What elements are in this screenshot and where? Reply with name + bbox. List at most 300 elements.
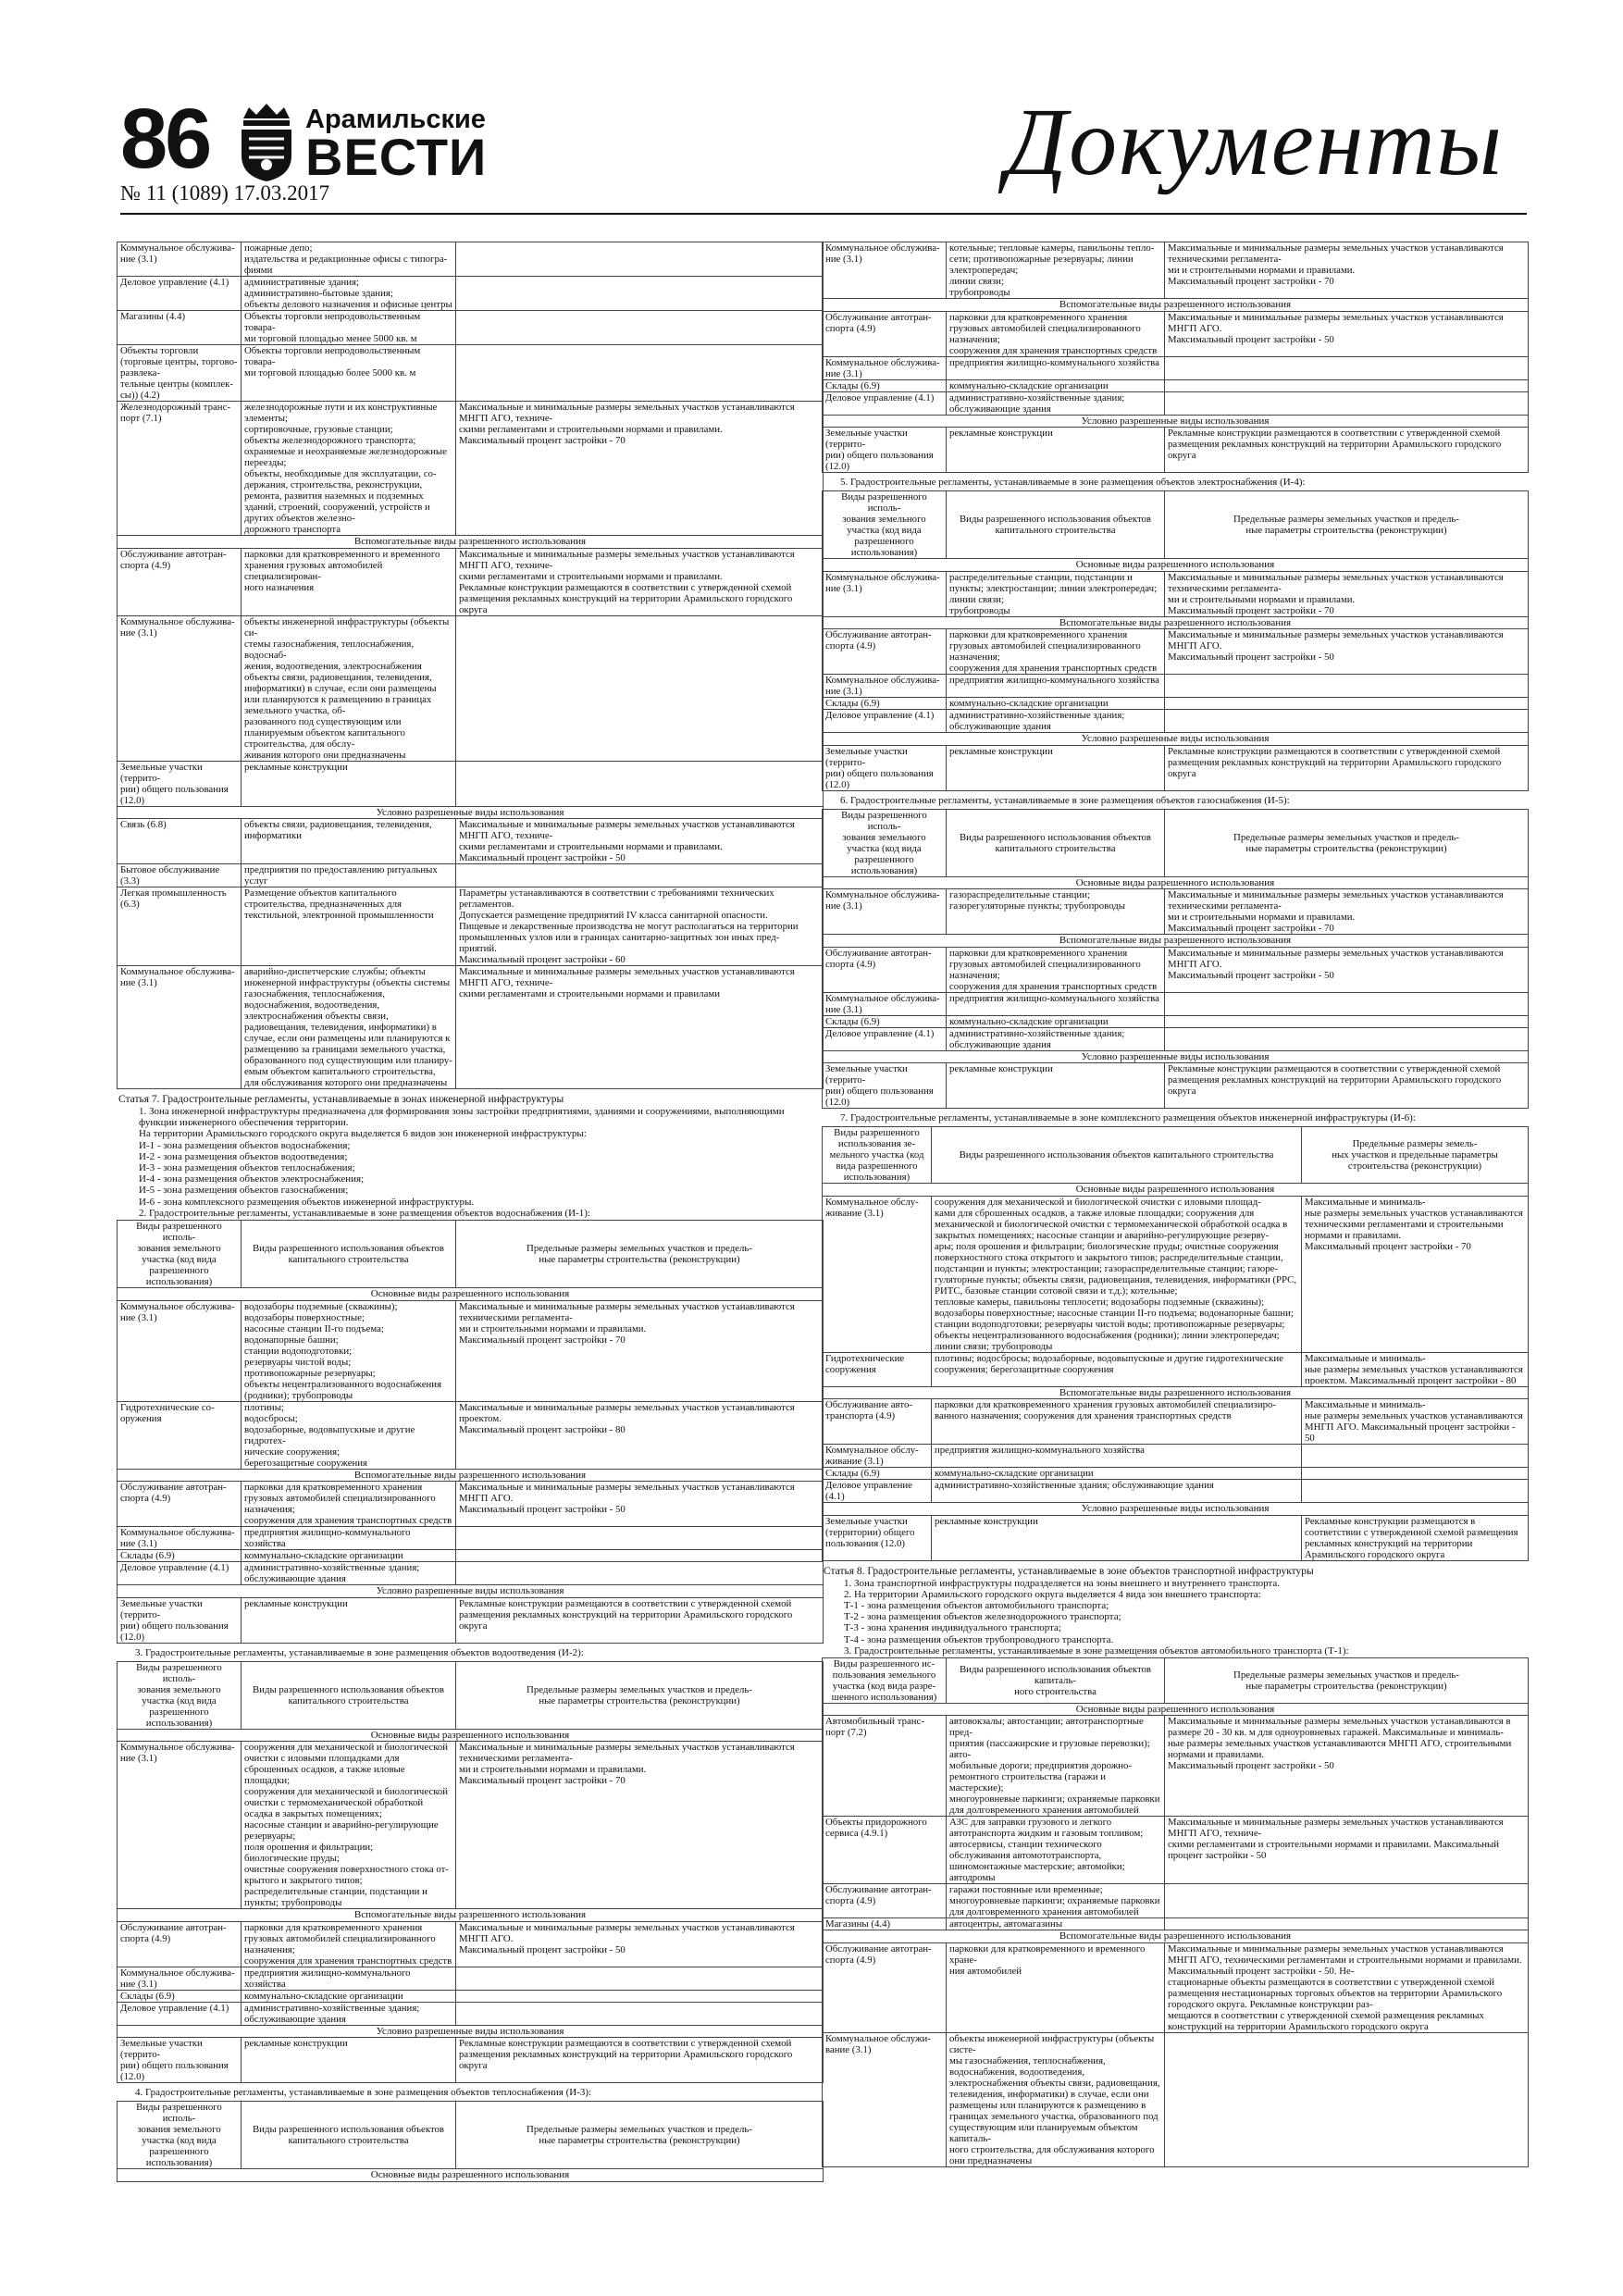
table-row	[118, 1562, 824, 1585]
masthead	[120, 89, 1527, 215]
table-header-row	[823, 809, 1529, 876]
cell-construction-use: водозаборы подземные (скважины); водозаборы поверхностные; насосные станции II-го подъема; водонапорные башни; станции водоподготовки; резервуары чистой воды; противопожарные резервуары; объекты нецентрализованного водоснабжения (родники); трубопроводы	[242, 1300, 456, 1401]
table-row	[823, 629, 1529, 675]
cell-construction-use: Объекты торговли непродовольственным товара- ми торговой площадью более 5000 кв. м	[242, 345, 456, 402]
section-row	[823, 1184, 1529, 1197]
section-title: Документы	[1005, 89, 1504, 195]
article-paragraph: 2. Градостроительные регламенты, устанавливаемые в зоне размещения объектов водоснабжения (И-1):	[139, 1207, 590, 1219]
table-header-row	[118, 1221, 824, 1288]
cell-parameters: Максимальные и минимальные размеры земельных участков устанавливаются МНГП АГО. Максимальный процент застройки - 50	[456, 1921, 824, 1967]
table-row	[118, 311, 824, 345]
cell-parameters	[456, 761, 824, 806]
cell-construction-use: котельные; тепловые камеры, павильоны тепло- сети; противопожарные резервуары; линии электропередач; линии связи; трубопроводы	[947, 242, 1165, 299]
table-row	[823, 571, 1529, 616]
section-label: Вспомогательные виды разрешенного использования	[118, 1469, 824, 1482]
cell-construction-use: сооружения для механической и биологической очистки с иловыми площад- ками для сброшенных осадков, а также иловые площадки; сооружения для механической и биологической очистки с термомеханической обработкой осадка в закрытых помещениях; насосные станции и аварийно-регулирующие резерву- ары; поля орошения и фильтрации; биологические пруды; очистные сооружения поверхностного стока открытого и закрытого типов; распределительные станции, подстанции и пункты; электростанции; газораспределительные станции; газоре- гуляторные пункты; объекты связи, радиовещания, телевидения, информатики (РРС, РИТС, базовые станции сотовой связи и т.д.); котельные; тепловые камеры, павильоны теплосети; водозаборы подземные (скважины); водозаборы поверхностные; насосные станции II-го подъема; водонапорные башни; станции водоподготовки; резервуары чистой воды; противопожарные резервуары; объекты нецентрализованного водоснабжения (родники); линии электропередач; линии связи; трубопроводы	[932, 1196, 1302, 1352]
cell-parameters	[456, 242, 824, 277]
column-header: Виды разрешенного исполь- зования земельного участка (код вида разрешенного использования)	[118, 1661, 242, 1729]
cell-parameters	[456, 311, 824, 345]
cell-land-use: Коммунальное обслужи- вание (3.1)	[823, 2032, 947, 2166]
article-title: Статья 7. Градостроительные регламенты, устанавливаемые в зонах инженерной инфраструктуры	[118, 1094, 564, 1105]
cell-land-use: Автомобильный транс- порт (7.2)	[823, 1716, 947, 1817]
table-row	[118, 402, 824, 536]
cell-parameters	[1302, 1480, 1529, 1503]
table-header-row	[823, 1127, 1529, 1184]
section-row	[118, 536, 824, 549]
section-row	[823, 1386, 1529, 1399]
cell-parameters: Максимальные и минимальные размеры земельных участков устанавливаются МНГП АГО. Максимальный процент застройки - 50	[1165, 311, 1529, 356]
section-row	[823, 299, 1529, 312]
table-row	[118, 1585, 824, 1598]
cell-construction-use: Объекты торговли непродовольственным товара- ми торговой площадью менее 5000 кв. м	[242, 311, 456, 345]
cell-land-use: Склады (6.9)	[823, 1468, 932, 1480]
cell-parameters	[1165, 1015, 1529, 1027]
cell-land-use: Коммунальное обслужива- ние (3.1)	[118, 1527, 242, 1550]
cell-construction-use: коммунально-складские организации	[242, 1990, 456, 2002]
cell-land-use: Склады (6.9)	[823, 379, 947, 391]
column-header: Виды разрешенного использования объектов капитального строительства	[242, 1221, 456, 1288]
section-label: Вспомогательные виды разрешенного использования	[823, 1930, 1529, 1943]
article-7	[117, 1092, 824, 1219]
cell-construction-use: парковки для кратковременного и временного хране- ния автомобилей	[947, 1942, 1165, 2032]
section-row	[118, 1729, 824, 1742]
table-row	[823, 311, 1529, 356]
table-row	[118, 1597, 824, 1643]
cell-construction-use: парковки для кратковременного и временного хранения грузовых автомобилей специализирован- ного назначения	[242, 548, 456, 615]
cell-parameters	[456, 345, 824, 402]
table-row	[823, 1015, 1529, 1027]
section-label: Вспомогательные виды разрешенного использования	[823, 935, 1529, 948]
table-row	[823, 379, 1529, 391]
section-label: Условно разрешенные виды использования	[823, 415, 1529, 428]
cell-construction-use: предприятия жилищно-коммунального хозяйства	[947, 356, 1165, 379]
section-label: Основные виды разрешенного использования	[823, 559, 1529, 572]
cell-land-use: Коммунальное обслужива- ние (3.1)	[823, 889, 947, 935]
column-header: Предельные размеры земельных участков и предель- ные параметры строительства (реконструкции)	[1165, 491, 1529, 559]
cell-construction-use: предприятия жилищно-коммунального хозяйства	[947, 992, 1165, 1015]
table-i4	[822, 490, 1529, 791]
cell-parameters	[1165, 2032, 1529, 2166]
column-header: Виды разрешенного исполь- зования земельного участка (код вида разрешенного использования)	[823, 491, 947, 559]
table-row	[118, 1742, 824, 1909]
cell-parameters	[1165, 698, 1529, 710]
cell-parameters	[1302, 1468, 1529, 1480]
cell-construction-use: автовокзалы; автостанции; автотранспортные пред- приятия (пассажирские и грузовые перевозки); авто- мобильные дороги; предприятия дорожно-ремонтного строительства (гаражи и мастерские); многоуровневые паркинги; охраняемые парковки для долговременного хранения автомобилей	[947, 1716, 1165, 1817]
table-row	[823, 1027, 1529, 1050]
cell-parameters: Максимальные и минималь- ные размеры земельных участков устанавливаются проектом. Максимальный процент застройки - 80	[1302, 1352, 1529, 1386]
article-paragraph: 2. На территории Арамильского городского округа выделяется 4 вида зон внешнего транспорта:	[844, 1588, 1261, 1600]
table-row	[823, 1399, 1529, 1445]
cell-parameters: Максимальные и минималь- ные размеры земельных участков устанавливаются МНГП АГО. Максимальный процент застройки - 50	[1302, 1399, 1529, 1445]
cell-construction-use: предприятия жилищно-коммунального хозяйства	[242, 1527, 456, 1550]
cell-construction-use: рекламные конструкции	[947, 1063, 1165, 1109]
article-paragraph: 1. Зона инженерной инфраструктуры предназначена для формирования зоны застройки предприятиями, зданиями и сооружениями, выполняющими функции инженерного обеспечения территории.	[139, 1106, 785, 1129]
table-row	[823, 1352, 1529, 1386]
table-row	[823, 1480, 1529, 1503]
article-paragraph: 3. Градостроительные регламенты, устанавливаемые в зоне размещения объектов автомобильного транспорта (Т-1):	[844, 1644, 1349, 1657]
cell-construction-use: пожарные депо; издательства и редакционные офисы с типогра- фиями	[242, 242, 456, 277]
table-row	[823, 428, 1529, 473]
section-row	[118, 2025, 824, 2038]
section-label: Основные виды разрешенного использования	[118, 2169, 824, 2182]
table-row	[823, 710, 1529, 733]
cell-land-use: Склады (6.9)	[118, 1550, 242, 1562]
cell-construction-use: парковки для кратковременного хранения грузовых автомобилей специализиро- ванного назначения; сооружения для хранения транспортных средств	[932, 1399, 1302, 1445]
column-header: Виды разрешенного использования объектов капитального строительства	[242, 2102, 456, 2169]
cell-construction-use: коммунально-складские организации	[932, 1468, 1302, 1480]
table-header-row	[118, 2102, 824, 2169]
cell-land-use: Обслуживание авто- транспорта (4.9)	[823, 1399, 932, 1445]
section-label: Вспомогательные виды разрешенного использования	[823, 299, 1529, 312]
cell-parameters: Максимальные и минимальные размеры земельных участков устанавливаются МНГП АГО, техниче- скими регламентами и строительными нормами и правилами. Максимальный процент застройки - 50	[456, 819, 824, 864]
section-label: Основные виды разрешенного использования	[823, 876, 1529, 889]
cell-parameters	[1165, 1027, 1529, 1050]
cell-parameters	[456, 864, 824, 887]
cell-land-use: Обслуживание автотран- спорта (4.9)	[823, 311, 947, 356]
table-row	[118, 1550, 824, 1562]
cell-land-use: Обслуживание автотран- спорта (4.9)	[823, 1942, 947, 2032]
cell-parameters: Максимальные и минимальные размеры земельных участков устанавливаются техническими регламента- ми и строительными нормами и правилами. Максимальный процент застройки - 70	[456, 1742, 824, 1909]
cell-parameters	[456, 1550, 824, 1562]
cell-construction-use: объекты инженерной инфраструктуры (объекты си- стемы газоснабжения, теплоснабжения, водоснаб- жения, водоотведения, электроснабжения объекты связи, радиовещания, телевидения, информатики) в случае, если они размещены или планируются к размещению в границах земельного участка, об- разованного под существующим или планируемым объектом капитального строительства, для обслу- живания которого они предназначены	[242, 615, 456, 761]
cell-parameters	[1165, 356, 1529, 379]
cell-construction-use: газораспределительные станции; газорегуляторные пункты; трубопроводы	[947, 889, 1165, 935]
cell-construction-use: коммунально-складские организации	[947, 379, 1165, 391]
column-header: Предельные размеры земельных участков и предель- ные параметры строительства (реконструкции)	[1165, 1657, 1529, 1703]
cell-parameters	[1165, 710, 1529, 733]
cell-land-use: Коммунальное обслужива- ние (3.1)	[823, 242, 947, 299]
table-row	[823, 992, 1529, 1015]
cell-construction-use: коммунально-складские организации	[947, 1015, 1165, 1027]
page-number: 86	[120, 92, 210, 186]
cell-construction-use: коммунально-складские организации	[947, 698, 1165, 710]
article-paragraph: И-2 - зона размещения объектов водоотведения;	[139, 1150, 348, 1162]
cell-construction-use: административно-хозяйственные здания; обслуживающие здания	[947, 391, 1165, 415]
article-paragraph: И-5 - зона размещения объектов газоснабжения;	[139, 1185, 349, 1197]
column-header: Виды разрешенного использования объектов капиталь- ного строительства	[947, 1657, 1165, 1703]
cell-parameters: Рекламные конструкции размещаются в соответствии с утвержденной схемой размещения рекламных конструкций на территории Арамильского городского округа	[1165, 1063, 1529, 1109]
cell-construction-use: рекламные конструкции	[947, 745, 1165, 790]
cell-parameters	[456, 1990, 824, 2002]
column-header: Виды разрешенного исполь- зования земельного участка (код вида разрешенного использования)	[118, 1221, 242, 1288]
cell-construction-use: парковки для кратковременного хранения грузовых автомобилей специализированного назначения; сооружения для хранения транспортных средств	[947, 629, 1165, 675]
cell-land-use: Обслуживание автотран- спорта (4.9)	[118, 548, 242, 615]
table-row	[118, 819, 824, 864]
table-caption-i2: 3. Градостроительные регламенты, устанавливаемые в зоне размещения объектов водоотведения (И-2):	[135, 1646, 584, 1658]
cell-land-use: Коммунальное обслу- живание (3.1)	[823, 1445, 932, 1468]
column-header: Виды разрешенного использования объектов капитального строительства	[242, 1661, 456, 1729]
table-row	[118, 864, 824, 887]
section-label: Условно разрешенные виды использования	[118, 806, 824, 819]
table-row	[823, 242, 1529, 299]
table-row	[118, 1921, 824, 1967]
section-label: Вспомогательные виды разрешенного использования	[118, 536, 824, 549]
table-caption-i6: 7. Градостроительные регламенты, устанавливаемые в зоне комплексного размещения объектов инженерной инфраструктуры (И-6):	[840, 1112, 1416, 1123]
table-row	[118, 1482, 824, 1527]
cell-parameters	[456, 277, 824, 311]
cell-land-use: Деловое управление (4.1)	[118, 1562, 242, 1585]
cell-land-use: Обслуживание автотран- спорта (4.9)	[118, 1482, 242, 1527]
cell-parameters: Рекламные конструкции размещаются в соответствии с утвержденной схемой размещения рекламных конструкций на территории Арамильского городского округа	[456, 2038, 824, 2083]
cell-parameters	[1165, 379, 1529, 391]
cell-parameters	[1302, 1445, 1529, 1468]
cell-land-use: Коммунальное обслу- живание (3.1)	[823, 1196, 932, 1352]
column-header: Виды разрешенного использования зе- мельного участка (код вида разрешенного использования)	[823, 1127, 932, 1184]
section-row	[823, 876, 1529, 889]
cell-land-use: Железнодорожный транс- порт (7.1)	[118, 402, 242, 536]
cell-construction-use: административно-хозяйственные здания; обслуживающие здания	[242, 1562, 456, 1585]
left-column	[117, 241, 824, 2185]
cell-construction-use: плотины; водосбросы; водозаборные, водовыпускные и другие гидротехнические сооружения; берегозащитные сооружения	[932, 1352, 1302, 1386]
column-header: Предельные размеры земельных участков и предель- ные параметры строительства (реконструкции)	[456, 1221, 824, 1288]
cell-construction-use: административно-хозяйственные здания; обслуживающие здания	[947, 1027, 1165, 1050]
cell-parameters: Максимальные и минималь- ные размеры земельных участков устанавливаются техническими регламентами и строительными нормами и правилами. Максимальный процент застройки - 70	[1302, 1196, 1529, 1352]
cell-parameters: Максимальные и минимальные размеры земельных участков устанавливаются техническими регламента- ми и строительными нормами и правилами. Максимальный процент застройки - 70	[456, 1300, 824, 1401]
table-caption-i3: 4. Градостроительные регламенты, устанавливаемые в зоне размещения объектов теплоснабжения (И-3):	[135, 2087, 592, 2099]
cell-parameters: Максимальные и минимальные размеры земельных участков устанавливаются МНГП АГО, техниче- скими регламентами и строительными нормами и правилами. Максимальный процент застройки - 70	[456, 402, 824, 536]
cell-construction-use: железнодорожные пути и их конструктивные элементы; сортировочные, грузовые станции; объекты железнодорожного транспорта; охраняемые и неохраняемые железнодорожные переезды; объекты, необходимые для эксплуатации, со- держания, строительства, реконструкции, ремонта, развития наземных и подземных зданий, строений, сооружений, устройств и других объектов железно- дорожного транспорта	[242, 402, 456, 536]
cell-parameters: Максимальные и минимальные размеры земельных участков устанавливаются в размере 20 - 30 кв. м для одноуровневых гаражей. Максимальные и минималь- ные размеры земельных участков устанавливаются МНГП АГО, строительными нормами и правилами. Максимальный процент застройки - 50	[1165, 1716, 1529, 1817]
cell-land-use: Склады (6.9)	[823, 1015, 947, 1027]
section-row	[118, 1909, 824, 1922]
table-i3-continued	[822, 242, 1529, 473]
cell-parameters: Рекламные конструкции размещаются в соответствии с утвержденной схемой размещения рекламных конструкций на территории Арамильского городского округа	[1165, 428, 1529, 473]
cell-parameters: Максимальные и минимальные размеры земельных участков устанавливаются техническими регламента- ми и строительными нормами и правилами. Максимальный процент застройки - 70	[1165, 571, 1529, 616]
table-row	[118, 615, 824, 761]
article-paragraph: 1. Зона транспортной инфраструктуры подразделяется на зоны внешнего и внутреннего транспорта.	[844, 1577, 1281, 1589]
table-header-row	[823, 491, 1529, 559]
cell-construction-use: АЗС для заправки грузового и легкого автотранспорта жидким и газовым топливом; автосервисы, станции технического обслуживания автомототранспорта, шиномонтажные мастерские; автомойки; автодромы	[947, 1817, 1165, 1884]
table-row	[823, 1817, 1529, 1884]
section-label: Вспомогательные виды разрешенного использования	[823, 616, 1529, 629]
cell-parameters	[1165, 1884, 1529, 1918]
section-row	[823, 559, 1529, 572]
table-row	[823, 675, 1529, 698]
table-row	[118, 2038, 824, 2083]
section-row	[118, 806, 824, 819]
column-header: Виды разрешенного исполь- зования земельного участка (код вида разрешенного использования)	[118, 2102, 242, 2169]
cell-land-use: Гидротехнические сооружения	[823, 1352, 932, 1386]
article-paragraph: И-6 - зона комплексного размещения объектов инженерной инфраструктуры.	[139, 1196, 475, 1208]
cell-land-use: Земельные участки (террито- рии) общего пользования (12.0)	[118, 761, 242, 806]
cell-parameters: Максимальные и минимальные размеры земельных участков устанавливаются МНГП АГО, техническими регламентами и строительными нормами и правилами. Максимальный процент застройки - 50. Не- стационарные объекты размещаются в соответствии с утвержденной схемой размещения нестационарных торговых объектов на территории Арамильского городского округа. Рекламные конструкции раз- мещаются в соответствии с утвержденной схемой размещения рекламных конструкций на территории Арамильского городского округа	[1165, 1942, 1529, 2032]
section-row	[823, 1703, 1529, 1716]
article-paragraph: Т-1 - зона размещения объектов автомобильного транспорта;	[844, 1599, 1109, 1611]
table-row	[823, 1716, 1529, 1817]
cell-parameters: Рекламные конструкции размещаются в соответствии с утвержденной схемой размещения рекламных конструкций на территории Арамильского городского округа	[456, 1597, 824, 1643]
article-title: Статья 8. Градостроительные регламенты, устанавливаемые в зоне объектов транспортной инфраструктуры	[824, 1565, 1314, 1577]
cell-land-use: Коммунальное обслужива- ние (3.1)	[823, 356, 947, 379]
table-row	[823, 1468, 1529, 1480]
table-row	[823, 1918, 1529, 1930]
cell-parameters	[1165, 391, 1529, 415]
cell-parameters: Максимальные и минимальные размеры земельных участков устанавливаются МНГП АГО, техниче- скими регламентами и строительными нормами и правилами. Рекламные конструкции размещаются в соответствии с утвержденной схемой размещения рекламных конструкций на территории Арамильского городского округа	[456, 548, 824, 615]
table-row	[823, 733, 1529, 746]
cell-parameters: Максимальные и минимальные размеры земельных участков устанавливаются МНГП АГО, техниче- скими регламентами и строительными нормами и правилами	[456, 966, 824, 1089]
paper-name-top: Арамильские	[305, 105, 486, 134]
cell-land-use: Коммунальное обслужива- ние (3.1)	[118, 966, 242, 1089]
article-paragraph: Т-4 - зона размещения объектов трубопроводного транспорта.	[844, 1633, 1114, 1645]
cell-construction-use: гаражи постоянные или временные; многоуровневые паркинги; охраняемые парковки для долговременного хранения автомобилей	[947, 1884, 1165, 1918]
cell-land-use: Коммунальное обслужива- ние (3.1)	[118, 1300, 242, 1401]
cell-land-use: Объекты придорожного сервиса (4.9.1)	[823, 1817, 947, 1884]
issue-line: № 11 (1089) 17.03.2017	[120, 181, 330, 205]
cell-land-use: Легкая промышленность (6.3)	[118, 887, 242, 966]
table-i1	[117, 1220, 824, 1644]
cell-construction-use: рекламные конструкции	[932, 1515, 1302, 1560]
cell-parameters: Параметры устанавливаются в соответствии с требованиями технических регламентов. Допускается размещение предприятий IV класса санитарной опасности. Пищевые и лекарственные производства не могут располагаться на территории промышленных узлов или в границах санитарно-защитных зон иных пред- приятий. Максимальный процент застройки - 60	[456, 887, 824, 966]
cell-land-use: Коммунальное обслужива- ние (3.1)	[823, 992, 947, 1015]
cell-land-use: Магазины (4.4)	[118, 311, 242, 345]
cell-land-use: Земельные участки (террито- рии) общего пользования (12.0)	[823, 1063, 947, 1109]
cell-land-use: Земельные участки (террито- рии) общего пользования (12.0)	[823, 428, 947, 473]
article-paragraph: И-1 - зона размещения объектов водоснабжения;	[139, 1139, 351, 1151]
table-i5	[822, 809, 1529, 1110]
cell-land-use: Деловое управление (4.1)	[118, 277, 242, 311]
column-header: Виды разрешенного использования объектов капитального строительства	[947, 491, 1165, 559]
cell-land-use: Деловое управление (4.1)	[118, 2002, 242, 2025]
cell-construction-use: предприятия по предоставлению ритуальных услуг	[242, 864, 456, 887]
cell-construction-use: аварийно-диспетчерские службы; объекты инженерной инфраструктуры (объекты системы газоснабжения, теплоснабжения, водоснабжения, водоотведения, электроснабжения объекты связи, радиовещания, телевидения, информатики) в случае, если они размещены или планируются к размещению за границами земельного участка, образованного под существующим или планиру- емым объектом капитального строительства, для обслуживания которого они предназначены	[242, 966, 456, 1089]
table-row	[823, 1196, 1529, 1352]
cell-parameters	[1165, 1918, 1529, 1930]
section-row	[823, 935, 1529, 948]
cell-construction-use: рекламные конструкции	[947, 428, 1165, 473]
table-row	[823, 745, 1529, 790]
column-header: Виды разрешенного использования объектов капитального строительства	[947, 809, 1165, 876]
cell-construction-use: предприятия жилищно-коммунального хозяйства	[932, 1445, 1302, 1468]
section-row	[823, 616, 1529, 629]
cell-construction-use: предприятия жилищно-коммунального хозяйства	[242, 1967, 456, 1990]
cell-land-use: Земельные участки (террито- рии) общего пользования (12.0)	[118, 1597, 242, 1643]
cell-land-use: Деловое управление (4.1)	[823, 1480, 932, 1503]
table-row	[823, 1884, 1529, 1918]
cell-land-use: Объекты торговли (торговые центры, торгово-развлека- тельные центры (комплек- сы)) (4.2)	[118, 345, 242, 402]
table-i6	[822, 1126, 1529, 1561]
cell-construction-use: административно-хозяйственные здания; обслуживающие здания	[242, 2002, 456, 2025]
section-label: Вспомогательные виды разрешенного использования	[823, 1386, 1529, 1399]
cell-construction-use: административно-хозяйственные здания; обслуживающие здания	[947, 710, 1165, 733]
cell-land-use: Коммунальное обслужива- ние (3.1)	[118, 615, 242, 761]
right-column	[822, 241, 1529, 2170]
cell-land-use: Обслуживание автотран- спорта (4.9)	[118, 1921, 242, 1967]
table-row	[823, 889, 1529, 935]
cell-parameters	[456, 2002, 824, 2025]
table-caption-i4: 5. Градостроительные регламенты, устанавливаемые в зоне размещения объектов электроснабжения (И-4):	[840, 477, 1306, 488]
section-label: Основные виды разрешенного использования	[823, 1184, 1529, 1197]
cell-land-use: Земельные участки (территории) общего пользования (12.0)	[823, 1515, 932, 1560]
table-row	[118, 1990, 824, 2002]
cell-parameters	[1165, 992, 1529, 1015]
table-t1	[822, 1657, 1529, 2167]
table-row	[823, 2032, 1529, 2166]
table-i2	[117, 1661, 824, 2084]
cell-construction-use: рекламные конструкции	[242, 2038, 456, 2083]
cell-construction-use: распределительные станции, подстанции и пункты; электростанции; линии электропередач; линии связи; трубопроводы	[947, 571, 1165, 616]
table-caption-i5: 6. Градостроительные регламенты, устанавливаемые в зоне размещения объектов газоснабжения (И-5):	[840, 794, 1290, 806]
article-paragraph: Т-2 - зона размещения объектов железнодорожного транспорта;	[844, 1611, 1121, 1623]
cell-land-use: Обслуживание автотран- спорта (4.9)	[823, 947, 947, 992]
coat-of-arms-icon	[236, 102, 297, 181]
table-row	[823, 415, 1529, 428]
column-header: Виды разрешенного ис- пользования земельного участка (код вида разре- шенного использования)	[823, 1657, 947, 1703]
header-divider	[120, 213, 1527, 215]
cell-parameters	[1165, 675, 1529, 698]
cell-land-use: Склады (6.9)	[118, 1990, 242, 2002]
cell-land-use: Гидротехнические со- оружения	[118, 1401, 242, 1469]
table-row	[823, 1503, 1529, 1516]
table-row	[823, 356, 1529, 379]
cell-parameters: Максимальные и минимальные размеры земельных участков устанавливаются техническими регламента- ми и строительными нормами и правилами. Максимальный процент застройки - 70	[1165, 889, 1529, 935]
cell-land-use: Коммунальное обслужива- ние (3.1)	[823, 675, 947, 698]
column-header: Предельные размеры земель- ных участков и предельные параметры строительства (реконструкции)	[1302, 1127, 1529, 1184]
table-row	[823, 947, 1529, 992]
section-label: Условно разрешенные виды использования	[823, 1503, 1529, 1516]
cell-construction-use: парковки для кратковременного хранения грузовых автомобилей специализированного назначения; сооружения для хранения транспортных средств	[242, 1482, 456, 1527]
cell-construction-use: рекламные конструкции	[242, 761, 456, 806]
section-row	[823, 1930, 1529, 1943]
table-row	[823, 1050, 1529, 1063]
column-header: Предельные размеры земельных участков и предель- ные параметры строительства (реконструкции)	[456, 1661, 824, 1729]
section-label: Основные виды разрешенного использования	[118, 1729, 824, 1742]
cell-construction-use: плотины; водосбросы; водозаборные, водовыпускные и другие гидротех- нические сооружения; берегозащитные сооружения	[242, 1401, 456, 1469]
cell-land-use: Деловое управление (4.1)	[823, 1027, 947, 1050]
cell-land-use: Обслуживание автотран- спорта (4.9)	[823, 629, 947, 675]
table-row	[823, 1515, 1529, 1560]
cell-construction-use: административные здания; административно-бытовые здания; объекты делового назначения и офисные центры	[242, 277, 456, 311]
cell-land-use: Связь (6.8)	[118, 819, 242, 864]
cell-construction-use: парковки для кратковременного хранения грузовых автомобилей специализированного назначения; сооружения для хранения транспортных средств	[947, 947, 1165, 992]
cell-construction-use: парковки для кратковременного хранения грузовых автомобилей специализированного назначения; сооружения для хранения транспортных средств	[947, 311, 1165, 356]
section-row	[118, 1288, 824, 1301]
article-8	[822, 1564, 1529, 1657]
cell-construction-use: парковки для кратковременного хранения грузовых автомобилей специализированного назначения; сооружения для хранения транспортных средств	[242, 1921, 456, 1967]
cell-land-use: Земельные участки (террито- рии) общего пользования (12.0)	[823, 745, 947, 790]
table-row	[118, 2002, 824, 2025]
section-label: Основные виды разрешенного использования	[118, 1288, 824, 1301]
column-header: Предельные размеры земельных участков и предель- ные параметры строительства (реконструкции)	[456, 2102, 824, 2169]
cell-land-use: Коммунальное обслужива- ние (3.1)	[823, 571, 947, 616]
cell-construction-use: объекты связи, радиовещания, телевидения, информатики	[242, 819, 456, 864]
cell-land-use: Склады (6.9)	[823, 698, 947, 710]
section-label: Условно разрешенные виды использования	[823, 733, 1529, 746]
cell-land-use: Коммунальное обслужива- ние (3.1)	[118, 1967, 242, 1990]
article-paragraph: И-3 - зона размещения объектов теплоснабжения;	[139, 1162, 355, 1174]
table-row	[823, 698, 1529, 710]
table-row	[823, 391, 1529, 415]
cell-parameters: Максимальные и минимальные размеры земельных участков устанавливаются МНГП АГО. Максимальный процент застройки - 50	[456, 1482, 824, 1527]
cell-land-use: Обслуживание автотран- спорта (4.9)	[823, 1884, 947, 1918]
section-label: Условно разрешенные виды использования	[118, 1585, 824, 1598]
cell-parameters: Рекламные конструкции размещаются в соответствии с утвержденной схемой размещения рекламных конструкций на территории Арамильского городского округа	[1302, 1515, 1529, 1560]
section-row	[118, 1469, 824, 1482]
cell-parameters: Рекламные конструкции размещаются в соответствии с утвержденной схемой размещения рекламных конструкций на территории Арамильского городского округа	[1165, 745, 1529, 790]
table-row	[118, 1527, 824, 1550]
table-row	[118, 761, 824, 806]
table-row	[823, 1445, 1529, 1468]
section-row	[118, 2169, 824, 2182]
section-label: Основные виды разрешенного использования	[823, 1703, 1529, 1716]
cell-land-use: Деловое управление (4.1)	[823, 710, 947, 733]
table-row	[118, 1967, 824, 1990]
cell-parameters: Максимальные и минимальные размеры земельных участков устанавливаются проектом. Максимальный процент застройки - 80	[456, 1401, 824, 1469]
article-paragraph: И-4 - зона размещения объектов электроснабжения;	[139, 1173, 365, 1185]
table-header-row	[823, 1657, 1529, 1703]
cell-land-use: Бытовое обслуживание (3.3)	[118, 864, 242, 887]
article-paragraph: На территории Арамильского городского округа выделяется 6 видов зон инженерной инфраструктуры:	[139, 1128, 587, 1140]
section-label: Вспомогательные виды разрешенного использования	[118, 1909, 824, 1922]
article-paragraph: Т-3 - зона хранения индивидуального транспорта;	[844, 1622, 1061, 1634]
